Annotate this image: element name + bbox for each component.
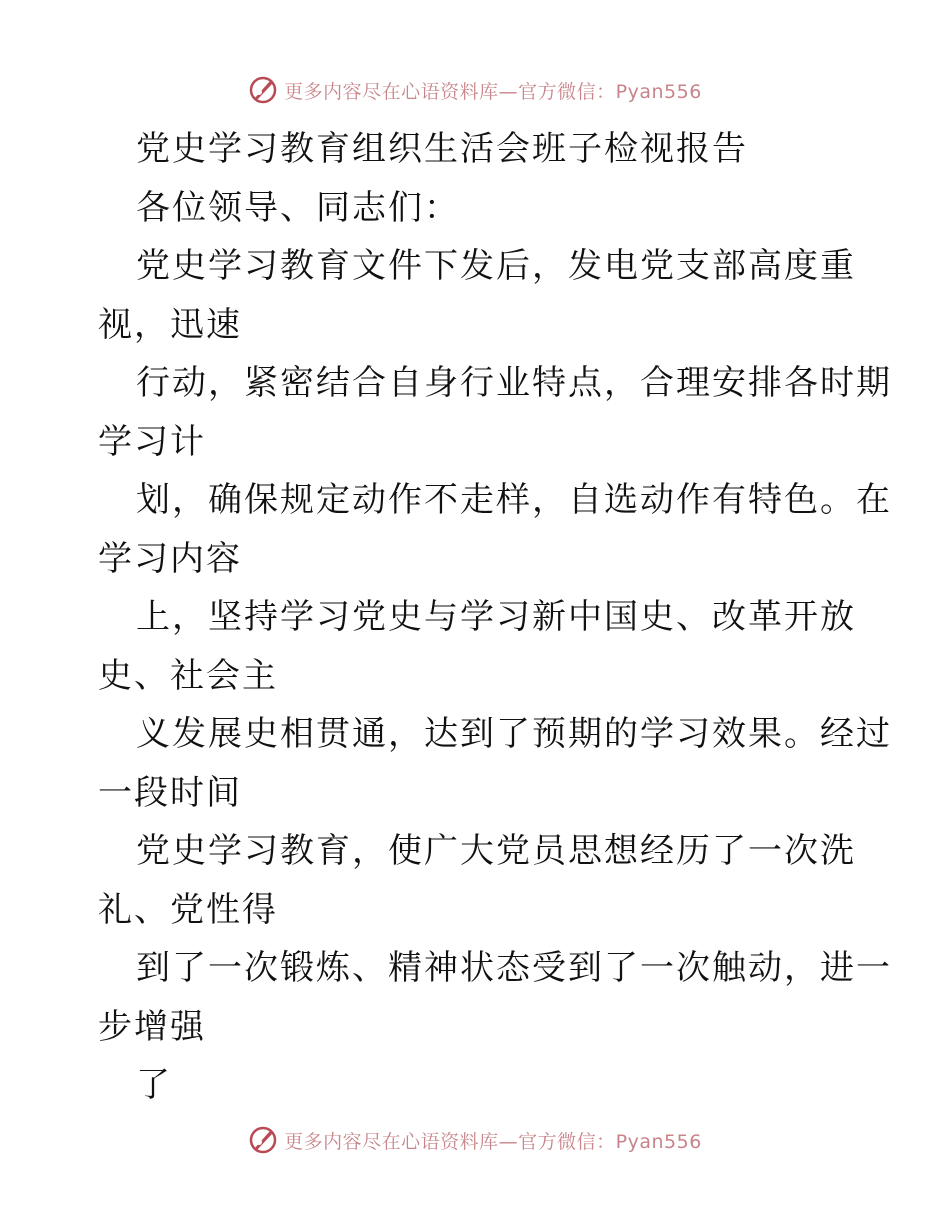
text-line: 划，确保规定动作不走样，自选动作有特色。在 — [136, 480, 892, 520]
quill-logo-icon — [248, 75, 278, 105]
text-line: 党史学习教育，使广大党员思想经历了一次洗 — [136, 831, 856, 871]
watermark-text: 更多内容尽在心语资料库—官方微信：Pyan556 — [284, 1130, 702, 1153]
text-line: 党史学习教育文件下发后，发电党支部高度重 — [136, 246, 856, 286]
text-line: 史、社会主 — [98, 655, 278, 696]
text-line: 到了一次锻炼、精神状态受到了一次触动，进一 — [136, 948, 892, 988]
document-title: 党史学习教育组织生活会班子检视报告 — [136, 129, 748, 169]
text-line: 义发展史相贯通，达到了预期的学习效果。经过 — [136, 714, 892, 754]
footer-watermark — [0, 1120, 950, 1160]
text-line: 学习计 — [98, 421, 206, 462]
text-line: 步增强 — [98, 1006, 206, 1047]
text-line: 学习内容 — [98, 538, 242, 579]
header-watermark — [0, 70, 950, 110]
watermark-text: 更多内容尽在心语资料库—官方微信：Pyan556 — [284, 80, 702, 103]
text-line: 行动，紧密结合自身行业特点，合理安排各时期 — [136, 363, 892, 403]
quill-logo-icon — [248, 1125, 278, 1155]
text-line: 礼、党性得 — [98, 889, 278, 930]
text-line: 了 — [136, 1065, 172, 1105]
document-body — [98, 120, 892, 1115]
text-line: 各位领导、同志们： — [136, 187, 460, 228]
text-line: 视，迅速 — [98, 304, 242, 345]
text-line: 一段时间 — [98, 772, 242, 813]
text-line: 上，坚持学习党史与学习新中国史、改革开放 — [136, 597, 856, 637]
